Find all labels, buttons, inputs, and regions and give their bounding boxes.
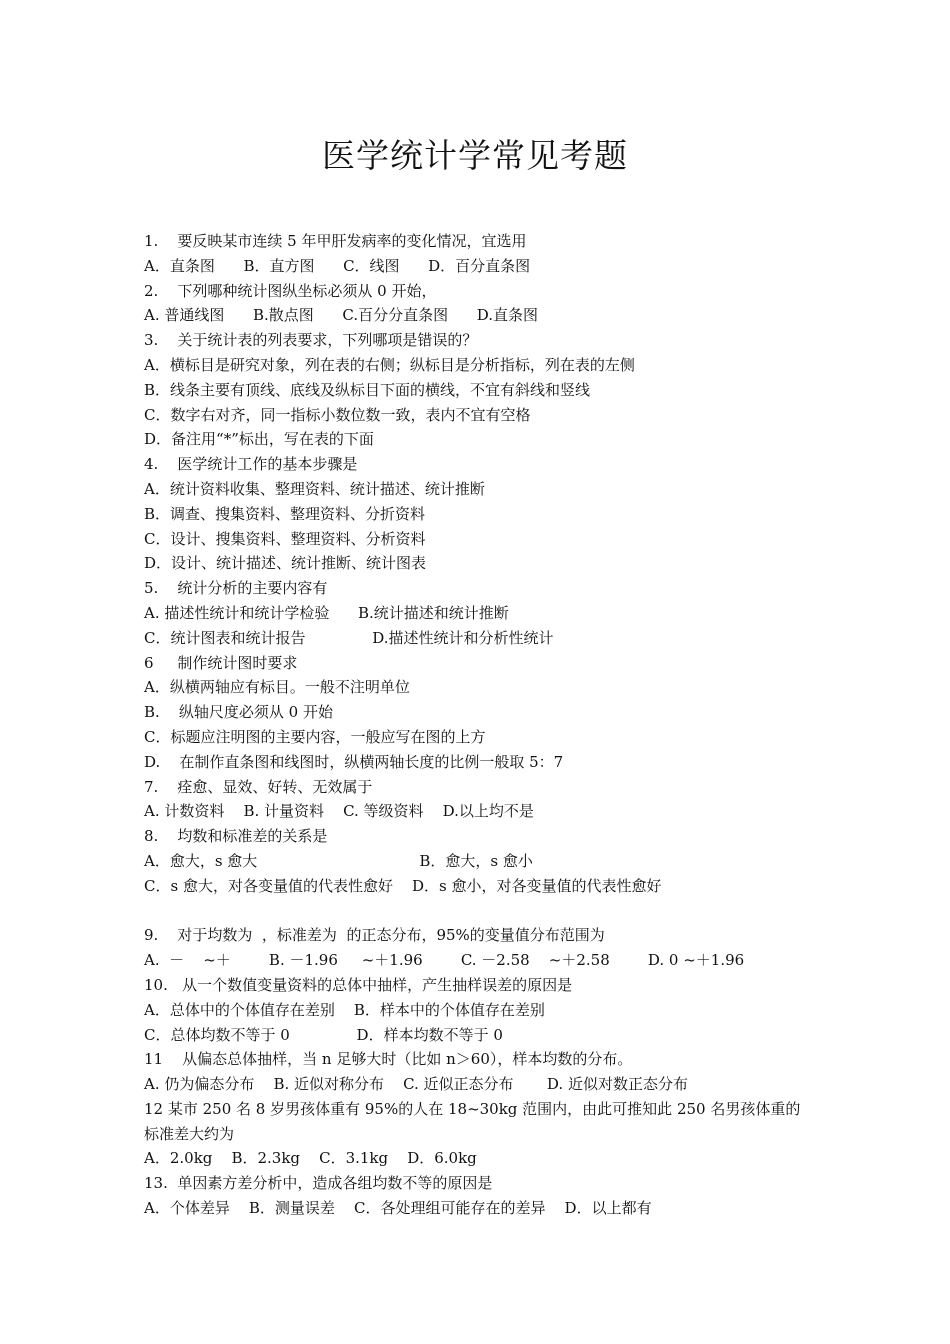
question-11-options: A. 仍为偏态分布 B. 近似对称分布 C. 近似正态分布 D. 近似对数正态分布 [144,1075,688,1094]
question-8-options-cd: C．s 愈大，对各变量值的代表性愈好 D．s 愈小，对各变量值的代表性愈好 [144,876,662,895]
question-5-options-ab: A. 描述性统计和统计学检验 B.统计描述和统计推断 [144,603,509,622]
blank-line [144,899,814,924]
question-6-option-b: B. 纵轴尺度必须从 0 开始 [144,703,333,722]
question-10-options-ab: A．总体中的个体值存在差别 B．样本中的个体值存在差别 [144,1000,545,1019]
question-1-options: A．直条图 B．直方图 C．线图 D．百分直条图 [144,256,531,275]
question-13-options: A．个体差异 B．测量误差 C．各处理组可能存在的差异 D．以上都有 [144,1199,652,1218]
question-4-option-d: D．设计、统计描述、统计推断、统计图表 [144,554,427,573]
question-3-option-b: B．线条主要有顶线、底线及纵标目下面的横线，不宜有斜线和竖线 [144,380,591,399]
question-9-options: A. － ~＋ B. －1.96 ~＋1.96 C. －2.58 ~＋2.58 D. 0 ~＋1.96 [144,951,745,970]
question-3-stem: 3. 关于统计表的列表要求，下列哪项是错误的？ [144,331,478,350]
question-4-stem: 4. 医学统计工作的基本步骤是 [144,455,358,474]
question-10-stem: 10. 从一个数值变量资料的总体中抽样，产生抽样误差的原因是 [144,975,573,994]
question-4-option-b: B．调查、搜集资料、整理资料、分折资料 [144,504,426,523]
page-title: 医学统计学常见考题 [322,136,628,175]
question-4-option-a: A．统计资料收集、整理资料、统计描述、统计推断 [144,479,485,498]
question-2-stem: 2. 下列哪种统计图纵坐标必须从 0 开始， [144,281,437,300]
question-5-stem: 5. 统计分析的主要内容有 [144,579,328,598]
question-13-stem: 13. 单因素方差分析中，造成各组均数不等的原因是 [144,1174,493,1193]
question-10-options-cd: C．总体均数不等于 0 D．样本均数不等于 0 [144,1025,503,1044]
question-6-option-a: A．纵横两轴应有标目。一般不注明单位 [144,678,410,697]
question-12-stem: 12 某市 250 名 8 岁男孩体重有 95%的人在 18~30kg 范围内，由此可推知此 250 名男孩体重的标准差大约为 [144,1099,801,1143]
question-7-stem: 7. 痊愈、显效、好转、无效属于 [144,777,373,796]
question-9-stem: 9. 对于均数为 ，标准差为 的正态分布，95%的变量值分布范围为 [144,926,605,945]
question-6-stem: 6 制作统计图时要求 [144,653,298,672]
question-3-option-d: D．备注用“*”标出，写在表的下面 [144,430,374,449]
question-4-option-c: C．设计、搜集资料、整理资料、分析资料 [144,529,426,548]
question-1-stem: 1. 要反映某市连续 5 年甲肝发病率的变化情况，宜选用 [144,232,527,250]
question-7-options: A. 计数资料 B. 计量资料 C. 等级资料 D.以上均不是 [144,802,534,821]
question-2-options: A. 普通线图 B.散点图 C.百分分直条图 D.直条图 [144,306,538,325]
question-6-option-d: D. 在制作直条图和线图时，纵横两轴长度的比例一般取 5：7 [144,752,564,771]
question-3-option-c: C．数字右对齐，同一指标小数位数一致，表内不宜有空格 [144,405,531,424]
question-3-option-a: A．横标目是研究对象，列在表的右侧；纵标目是分析指标，列在表的左侧 [144,355,635,374]
question-11-stem: 11 从偏态总体抽样，当 n 足够大时（比如 n＞60），样本均数的分布。 [144,1050,633,1069]
question-12-options: A．2.0kg B．2.3kg C．3.1kg D．6.0kg [144,1149,477,1168]
question-list [144,229,814,1221]
question-5-options-cd: C．统计图表和统计报告 D.描述性统计和分析性统计 [144,628,554,647]
question-6-option-c: C．标题应注明图的主要内容，一般应写在图的上方 [144,727,486,746]
question-8-stem: 8. 均数和标准差的关系是 [144,827,328,846]
question-8-options-ab: A．愈大，s 愈大 B．愈大，s 愈小 [144,851,533,870]
